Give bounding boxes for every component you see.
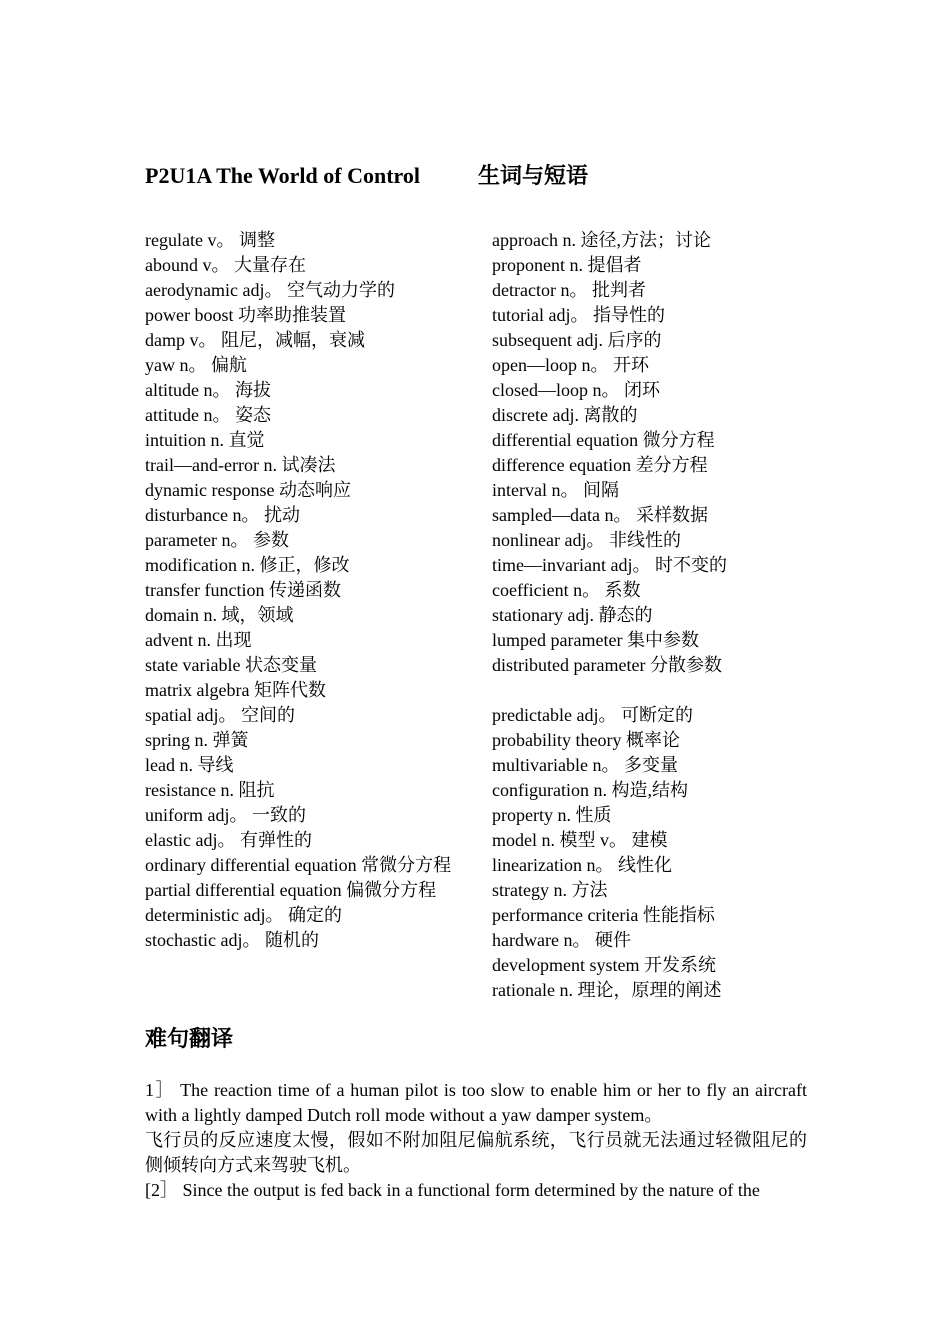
vocab-entry: performance criteria 性能指标 [492, 905, 715, 925]
vocab-entry: probability theory 概率论 [492, 730, 680, 750]
section-heading-difficult-sentences: 难句翻译 [145, 1026, 234, 1051]
vocab-entry: aerodynamic adj。 空气动力学的 [145, 280, 395, 300]
vocab-entry: trail—and-error n. 试凑法 [145, 455, 336, 475]
vocab-entry: advent n. 出现 [145, 630, 252, 650]
vocab-entry: open—loop n。 开环 [492, 355, 649, 375]
vocab-entry: stochastic adj。 随机的 [145, 930, 319, 950]
vocab-entry: uniform adj。 一致的 [145, 805, 306, 825]
title-english: P2U1A The World of Control [145, 163, 421, 188]
vocab-entry: discrete adj. 离散的 [492, 405, 638, 425]
vocab-entry: regulate v。 调整 [145, 230, 275, 250]
vocab-entry: interval n。 间隔 [492, 480, 619, 500]
vocab-entry: partial differential equation 偏微分方程 [145, 880, 437, 900]
vocab-entry: spatial adj。 空间的 [145, 705, 295, 725]
vocab-entry: time—invariant adj。 时不变的 [492, 555, 727, 575]
vocab-entry: transfer function 传递函数 [145, 580, 341, 600]
vocab-entry: tutorial adj。 指导性的 [492, 305, 665, 325]
sentence-chinese-1: 飞行员的反应速度太慢，假如不附加阻尼偏航系统，飞行员就无法通过轻微阻尼的侧倾转向方式来驾驶飞机。 [145, 1130, 807, 1175]
vocab-entry: abound v。 大量存在 [145, 255, 306, 275]
vocab-entry: dynamic response 动态响应 [145, 480, 351, 500]
vocab-entry: linearization n。 线性化 [492, 855, 672, 875]
vocab-entry: rationale n. 理论，原理的阐述 [492, 980, 722, 1000]
vocab-entry: hardware n。 硬件 [492, 930, 631, 950]
sentence-translations [145, 1078, 807, 1203]
vocab-entry: lumped parameter 集中参数 [492, 630, 699, 650]
vocab-entry: multivariable n。 多变量 [492, 755, 678, 775]
vocab-entry: deterministic adj。 确定的 [145, 905, 342, 925]
vocab-entry: ordinary differential equation 常微分方程 [145, 855, 452, 875]
vocab-entry: development system 开发系统 [492, 955, 716, 975]
vocabulary-column-left [145, 228, 465, 953]
vocab-entry: altitude n。 海拔 [145, 380, 271, 400]
vocab-entry: spring n. 弹簧 [145, 730, 249, 750]
page-title [145, 161, 807, 191]
vocab-entry: resistance n. 阻抗 [145, 780, 275, 800]
vocab-entry: approach n. 途径,方法；讨论 [492, 230, 711, 250]
vocab-entry: attitude n。 姿态 [145, 405, 271, 425]
vocab-entry: predictable adj。 可断定的 [492, 705, 693, 725]
vocab-entry: intuition n. 直觉 [145, 430, 265, 450]
vocab-entry: modification n. 修正，修改 [145, 555, 350, 575]
vocab-entry: configuration n. 构造,结构 [492, 780, 688, 800]
vocab-entry: lead n. 导线 [145, 755, 234, 775]
vocab-entry: distributed parameter 分散参数 [492, 655, 722, 675]
vocab-entry: yaw n。 偏航 [145, 355, 247, 375]
vocab-entry: proponent n. 提倡者 [492, 255, 642, 275]
vocab-entry: stationary adj. 静态的 [492, 605, 653, 625]
sentence-english-2: [2］ Since the output is fed back in a functional form determined by the nature of the [145, 1180, 760, 1200]
vocab-entry: strategy n. 方法 [492, 880, 608, 900]
sentence-english-1: 1］ The reaction time of a human pilot is too slow to enable him or her to fly an aircraft with a lightly damped Dutch roll mode without a yaw damper system。 [145, 1080, 807, 1125]
vocab-entry: disturbance n。 扰动 [145, 505, 300, 525]
vocab-entry: nonlinear adj。 非线性的 [492, 530, 681, 550]
vocab-entry: damp v。 阻尼，减幅，衰减 [145, 330, 365, 350]
vocab-entry: elastic adj。 有弹性的 [145, 830, 312, 850]
vocab-entry: sampled—data n。 采样数据 [492, 505, 708, 525]
vocab-entry: model n. 模型 v。 建模 [492, 830, 668, 850]
vocab-entry: closed—loop n。 闭环 [492, 380, 660, 400]
vocab-entry: detractor n。 批判者 [492, 280, 646, 300]
vocab-entry: state variable 状态变量 [145, 655, 317, 675]
vocab-entry: parameter n。 参数 [145, 530, 289, 550]
vocab-entry: differential equation 微分方程 [492, 430, 715, 450]
title-chinese: 生词与短语 [478, 163, 589, 188]
vocabulary-column-right [492, 228, 807, 1003]
vocab-entry: difference equation 差分方程 [492, 455, 708, 475]
vocab-entry: coefficient n。 系数 [492, 580, 641, 600]
vocab-entry: property n. 性质 [492, 805, 612, 825]
vocab-entry: domain n. 域，领域 [145, 605, 294, 625]
vocab-entry: matrix algebra 矩阵代数 [145, 680, 326, 700]
vocab-spacer [492, 678, 807, 703]
vocab-entry: power boost 功率助推装置 [145, 305, 346, 325]
vocab-entry: subsequent adj. 后序的 [492, 330, 662, 350]
